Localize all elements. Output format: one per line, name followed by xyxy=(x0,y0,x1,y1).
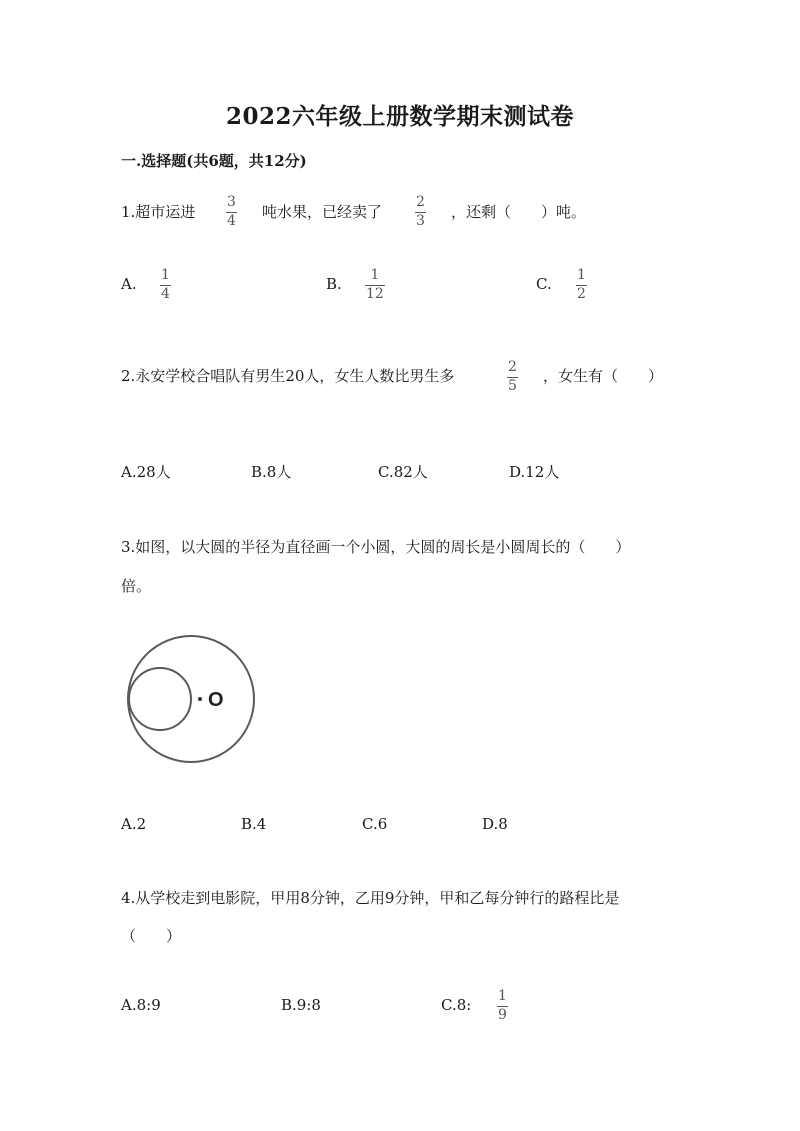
q3-text-line1: 3.如图，以大圆的半径为直径画一个小圆，大圆的周长是小圆周长的（ ） xyxy=(121,538,631,556)
q1-text-part3: ，还剩（ ）吨。 xyxy=(451,203,587,221)
q4-text-line1: 4.从学校走到电影院，甲用8分钟，乙用9分钟，甲和乙每分钟行的路程比是 xyxy=(121,889,620,907)
fraction-denominator: 2 xyxy=(577,286,586,302)
q1-option-b-label: B. xyxy=(326,275,342,293)
q4-text-line2: （ ） xyxy=(121,927,182,945)
q3-text-line2: 倍。 xyxy=(121,577,152,595)
q3-option-a: A.2 xyxy=(121,815,147,833)
q3-option-c: C.6 xyxy=(362,815,388,833)
fraction-denominator: 12 xyxy=(366,286,384,302)
fraction-numerator: 1 xyxy=(577,267,586,283)
fraction-numerator: 1 xyxy=(370,267,380,283)
fraction-denominator: 4 xyxy=(161,286,170,302)
page-title: 2022六年级上册数学期末测试卷 xyxy=(225,103,574,130)
q2-text-part2: ，女生有（ ） xyxy=(543,367,664,385)
q1-option-c-fraction xyxy=(576,268,587,302)
q1-fraction-3-4 xyxy=(226,195,237,229)
q1-text-part2: 吨水果，已经卖了 xyxy=(262,203,383,221)
fraction-denominator: 5 xyxy=(508,378,517,394)
fraction-numerator: 3 xyxy=(227,194,236,210)
q2-option-b: B.8人 xyxy=(251,463,292,481)
center-point xyxy=(198,697,202,701)
circles-figure xyxy=(120,630,270,780)
fraction-denominator: 9 xyxy=(498,1007,507,1023)
q4-option-a: A.8:9 xyxy=(121,996,161,1014)
q3-option-b: B.4 xyxy=(241,815,267,833)
fraction-numerator: 2 xyxy=(416,194,425,210)
fraction-numerator: 1 xyxy=(498,988,507,1004)
q4-option-c-fraction xyxy=(497,989,508,1023)
q1-text-part1: 1.超市运进 xyxy=(121,203,196,221)
fraction-numerator: 1 xyxy=(161,267,170,283)
q4-option-c-label: C.8: xyxy=(441,996,472,1014)
fraction-denominator: 3 xyxy=(416,213,425,229)
q3-option-d: D.8 xyxy=(482,815,508,833)
q1-option-a-fraction xyxy=(160,268,171,302)
fraction-numerator: 2 xyxy=(508,359,517,375)
q1-option-c-label: C. xyxy=(536,275,552,293)
fraction-denominator: 4 xyxy=(227,213,236,229)
section-heading: 一.选择题(共6题，共12分) xyxy=(121,152,307,170)
q2-option-a: A.28人 xyxy=(121,463,171,481)
center-label-o: O xyxy=(208,689,224,711)
q1-fraction-2-3 xyxy=(415,195,426,229)
q1-option-a-label: A. xyxy=(121,275,137,293)
small-circle xyxy=(129,668,191,730)
q4-option-b: B.9:8 xyxy=(281,996,321,1014)
q2-option-c: C.82人 xyxy=(378,463,428,481)
q2-option-d: D.12人 xyxy=(509,463,560,481)
q2-text-part1: 2.永安学校合唱队有男生20人，女生人数比男生多 xyxy=(121,367,455,385)
q2-fraction-2-5 xyxy=(507,360,518,394)
q1-option-b-fraction xyxy=(365,268,385,302)
